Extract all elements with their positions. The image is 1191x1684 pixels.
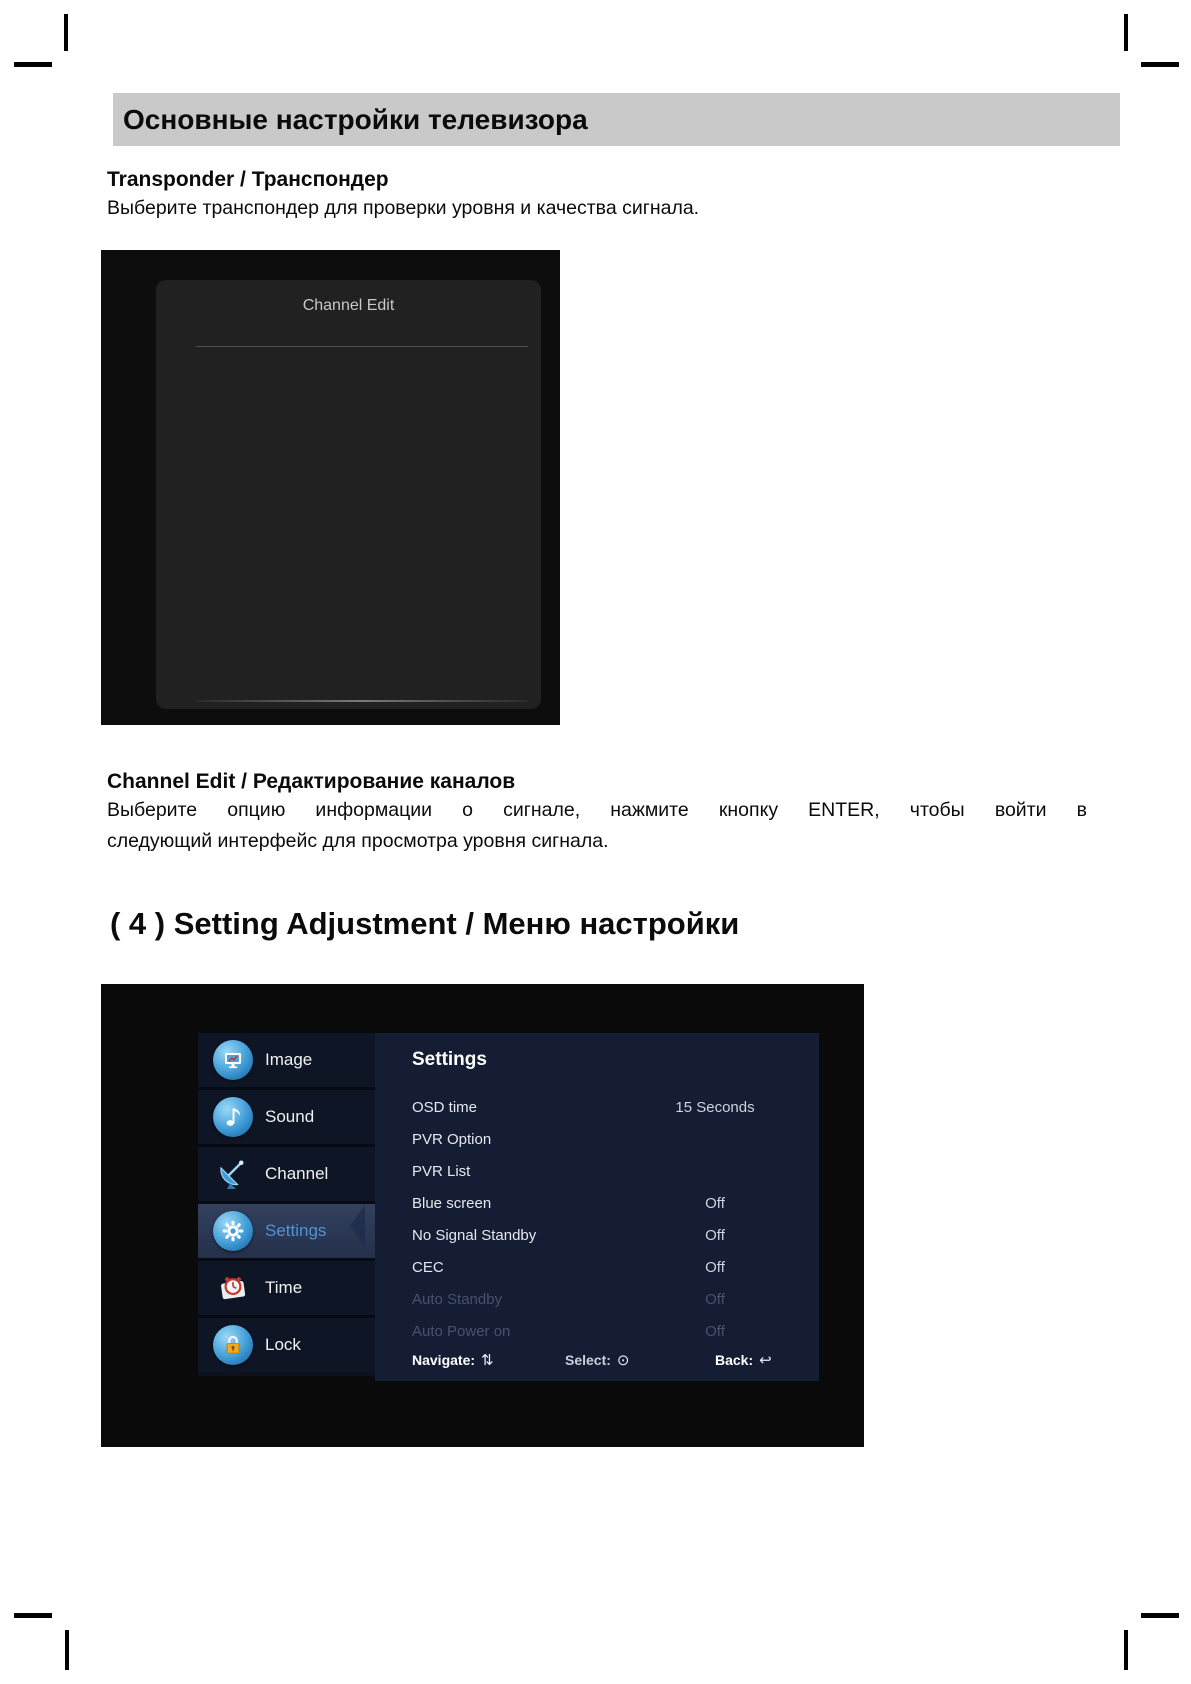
hint-navigate-label: Navigate: (412, 1352, 476, 1368)
settings-panel (375, 1033, 819, 1381)
settings-row-auto-standby (375, 1284, 819, 1316)
section-banner (113, 93, 1120, 146)
sidebar-item-channel[interactable] (198, 1147, 375, 1204)
sidebar-item-sound[interactable] (198, 1090, 375, 1147)
settings-row-no-signal-standby[interactable] (375, 1220, 819, 1252)
crop-mark-bottom-left-h (14, 1613, 52, 1618)
setting-label: PVR Option (412, 1131, 492, 1148)
time-icon (213, 1268, 253, 1308)
section-banner-title: Основные настройки телевизора (123, 103, 588, 135)
setting-value: Off (705, 1323, 725, 1340)
channel-edit-panel (156, 280, 541, 709)
setting-value: Off (705, 1195, 725, 1212)
lock-icon (213, 1325, 253, 1365)
image-icon (213, 1040, 253, 1080)
sidebar-item-time[interactable] (198, 1261, 375, 1318)
sidebar-item-label: Lock (265, 1335, 301, 1354)
settings-row-osd-time[interactable] (375, 1092, 819, 1124)
channel-edit-screenshot (101, 250, 560, 725)
channel-icon (213, 1154, 253, 1194)
hint-back-label: Back: (715, 1352, 754, 1368)
select-ok-icon: ⊙ (616, 1352, 630, 1369)
channel-edit-heading: Channel Edit / Редактирование каналов (107, 770, 516, 793)
hint-navigate (412, 1351, 494, 1369)
hint-select (565, 1351, 630, 1369)
hint-select-label: Select: (565, 1352, 611, 1368)
settings-row-blue-screen[interactable] (375, 1188, 819, 1220)
sound-icon (213, 1097, 253, 1137)
channel-edit-body-line2: следующий интерфейс для просмотра уровня сигнала. (107, 830, 609, 852)
sidebar-item-label: Time (265, 1278, 303, 1297)
channel-edit-title: Channel Edit (302, 297, 395, 314)
settings-row-auto-power-on (375, 1316, 819, 1348)
sidebar-item-label: Image (265, 1050, 313, 1069)
selected-item-chevron-icon (350, 1205, 365, 1247)
sidebar-item-image[interactable] (198, 1033, 375, 1090)
settings-row-cec[interactable] (375, 1252, 819, 1284)
setting-label: Blue screen (412, 1195, 492, 1212)
crop-mark-bottom-left-v (65, 1630, 69, 1670)
setting-label: CEC (412, 1259, 444, 1276)
settings-sidebar (198, 1033, 375, 1376)
settings-row-pvr-list[interactable] (375, 1156, 819, 1188)
setting-value: Off (705, 1227, 725, 1244)
sidebar-item-label: Channel (265, 1164, 329, 1183)
sidebar-item-settings[interactable] (198, 1204, 375, 1261)
navigate-arrows-icon: ⇅ (481, 1352, 494, 1369)
setting-label: No Signal Standby (412, 1227, 537, 1244)
crop-mark-bottom-right-h (1141, 1613, 1179, 1618)
setting-value: Off (705, 1291, 725, 1308)
setting-label: OSD time (412, 1099, 478, 1116)
channel-edit-bottom-divider (196, 700, 528, 702)
back-arrow-icon: ↩ (759, 1352, 772, 1369)
sidebar-item-label: Settings (265, 1221, 327, 1240)
setting-label: Auto Standby (412, 1291, 503, 1308)
setting-label: Auto Power on (412, 1323, 511, 1340)
transponder-body: Выберите транспондер для проверки уровня и качества сигнала. (107, 197, 700, 219)
crop-mark-top-right-h (1141, 62, 1179, 67)
settings-screenshot (101, 984, 864, 1447)
hint-back (715, 1351, 772, 1369)
transponder-heading: Transponder / Транспондер (107, 168, 389, 191)
setting-value: Off (705, 1259, 725, 1276)
hint-bar (375, 1351, 819, 1373)
setting-label: PVR List (412, 1163, 471, 1180)
sidebar-item-label: Sound (265, 1107, 315, 1126)
settings-panel-title: Settings (412, 1049, 487, 1070)
sidebar-item-lock[interactable] (198, 1318, 375, 1372)
channel-edit-top-divider (196, 346, 528, 347)
setting-value: 15 Seconds (675, 1099, 755, 1116)
crop-mark-top-right-v (1124, 14, 1128, 51)
channel-edit-body-line1: Выберите опцию информации о сигнале, нажмите кнопку ENTER, чтобы войти в (107, 799, 1087, 821)
setting-adjustment-heading: ( 4 ) Setting Adjustment / Меню настройки (110, 906, 740, 941)
settings-rows (375, 1092, 819, 1348)
crop-mark-top-left-h (14, 62, 52, 67)
crop-mark-bottom-right-v (1124, 1630, 1128, 1670)
settings-icon (213, 1211, 253, 1251)
crop-mark-top-left-v (64, 14, 68, 51)
settings-row-pvr-option[interactable] (375, 1124, 819, 1156)
